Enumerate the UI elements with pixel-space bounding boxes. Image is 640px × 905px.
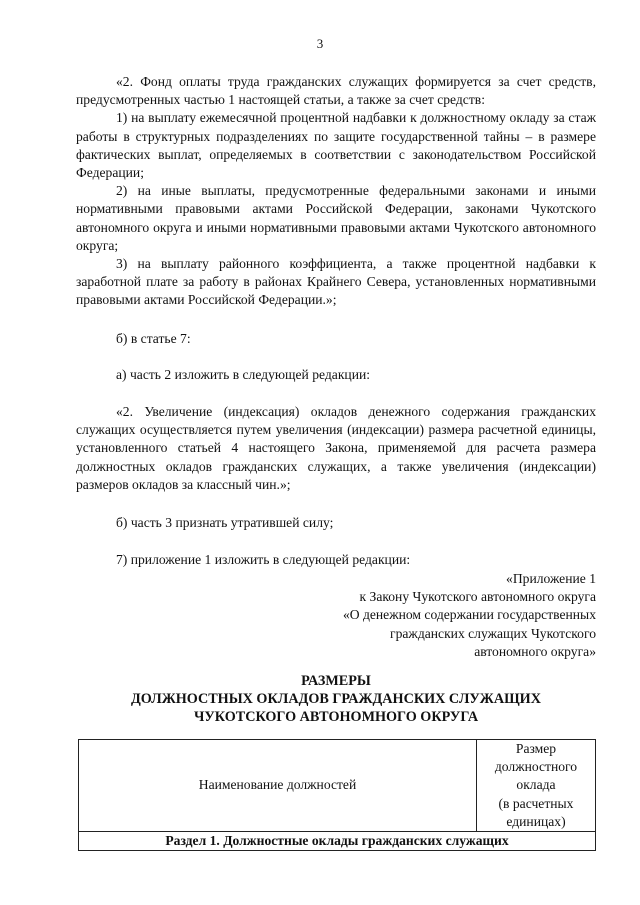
title-line-3: ЧУКОТСКОГО АВТОНОМНОГО ОКРУГА xyxy=(193,709,479,725)
title-line-1: РАЗМЕРЫ xyxy=(301,673,371,689)
body-text-block-3 xyxy=(76,366,596,384)
paragraph-appendix-1: 7) приложение 1 изложить в следующей редакции: xyxy=(116,552,411,567)
paragraph-item-3: 3) на выплату районного коэффициента, а также процентной надбавки к заработной плате за работу в районах Крайнего Севера, установленных нормативными правовыми актами Российской Федерации.»; xyxy=(76,256,596,308)
header-position-names: Наименование должностей xyxy=(79,740,477,832)
header-salary-line: оклада xyxy=(516,777,556,793)
appendix-line-5: автономного округа» xyxy=(474,643,596,659)
appendix-reference xyxy=(300,570,596,661)
paragraph-part-2: а) часть 2 изложить в следующей редакции: xyxy=(116,367,371,382)
paragraph-item-2: 2) на иные выплаты, предусмотренные федеральными законами и иными нормативными правовыми актами Российской Федерации, законами Чукотского автономного округа и иными нормативными правовыми актами Чукотского автономного округа; xyxy=(76,183,596,253)
header-salary-line: (в расчетных xyxy=(498,795,574,811)
header-salary-size xyxy=(477,740,596,832)
paragraph-indexation: «2. Увеличение (индексация) окладов денежного содержания гражданских служащих осуществляется путем увеличения (индексации) размера расчетной единицы, установленного статьей 4 настоящего Закона, применяемой для расчета размера должностных окладов гражданских служащих, а также увеличения (индексации) размеров окладов за классный чин.»; xyxy=(76,404,596,492)
salary-table xyxy=(78,739,596,851)
paragraph-part-3: б) часть 3 признать утратившей силу; xyxy=(116,515,334,530)
section-1-title: Раздел 1. Должностные оклады гражданских служащих xyxy=(79,832,596,851)
appendix-line-4: гражданских служащих Чукотского xyxy=(390,625,596,641)
header-salary-line: единицах) xyxy=(506,813,566,829)
appendix-line-2: к Закону Чукотского автономного округа xyxy=(359,589,596,605)
body-text-block-1 xyxy=(76,73,596,310)
table-section-row xyxy=(79,832,596,851)
paragraph-fund: «2. Фонд оплаты труда гражданских служащих формируется за счет средств, предусмотренных частью 1 настоящей статьи, а также за счет средств: xyxy=(76,74,596,108)
header-salary-line: должностного xyxy=(494,759,578,775)
table-title xyxy=(76,672,596,726)
appendix-line-1: «Приложение 1 xyxy=(506,571,596,586)
paragraph-item-1: 1) на выплату ежемесячной процентной надбавки к должностному окладу за стаж работы в структурных подразделениях по защите государственной тайны – в размере фактических выплат, определяемых в соответствии с законодательством Российской Федерации; xyxy=(76,110,596,181)
body-text-block-6 xyxy=(76,551,596,569)
page-number: 3 xyxy=(316,36,324,51)
body-text-block-5 xyxy=(76,514,596,532)
body-text-block-2 xyxy=(76,330,596,348)
body-text-block-4 xyxy=(76,403,596,494)
table-header-row xyxy=(79,740,596,832)
paragraph-article-7: б) в статье 7: xyxy=(116,331,191,346)
appendix-line-3: «О денежном содержании государственных xyxy=(342,607,596,623)
header-salary-line: Размер xyxy=(515,741,557,756)
title-line-2: ДОЛЖНОСТНЫХ ОКЛАДОВ ГРАЖДАНСКИХ СЛУЖАЩИХ xyxy=(131,691,541,707)
